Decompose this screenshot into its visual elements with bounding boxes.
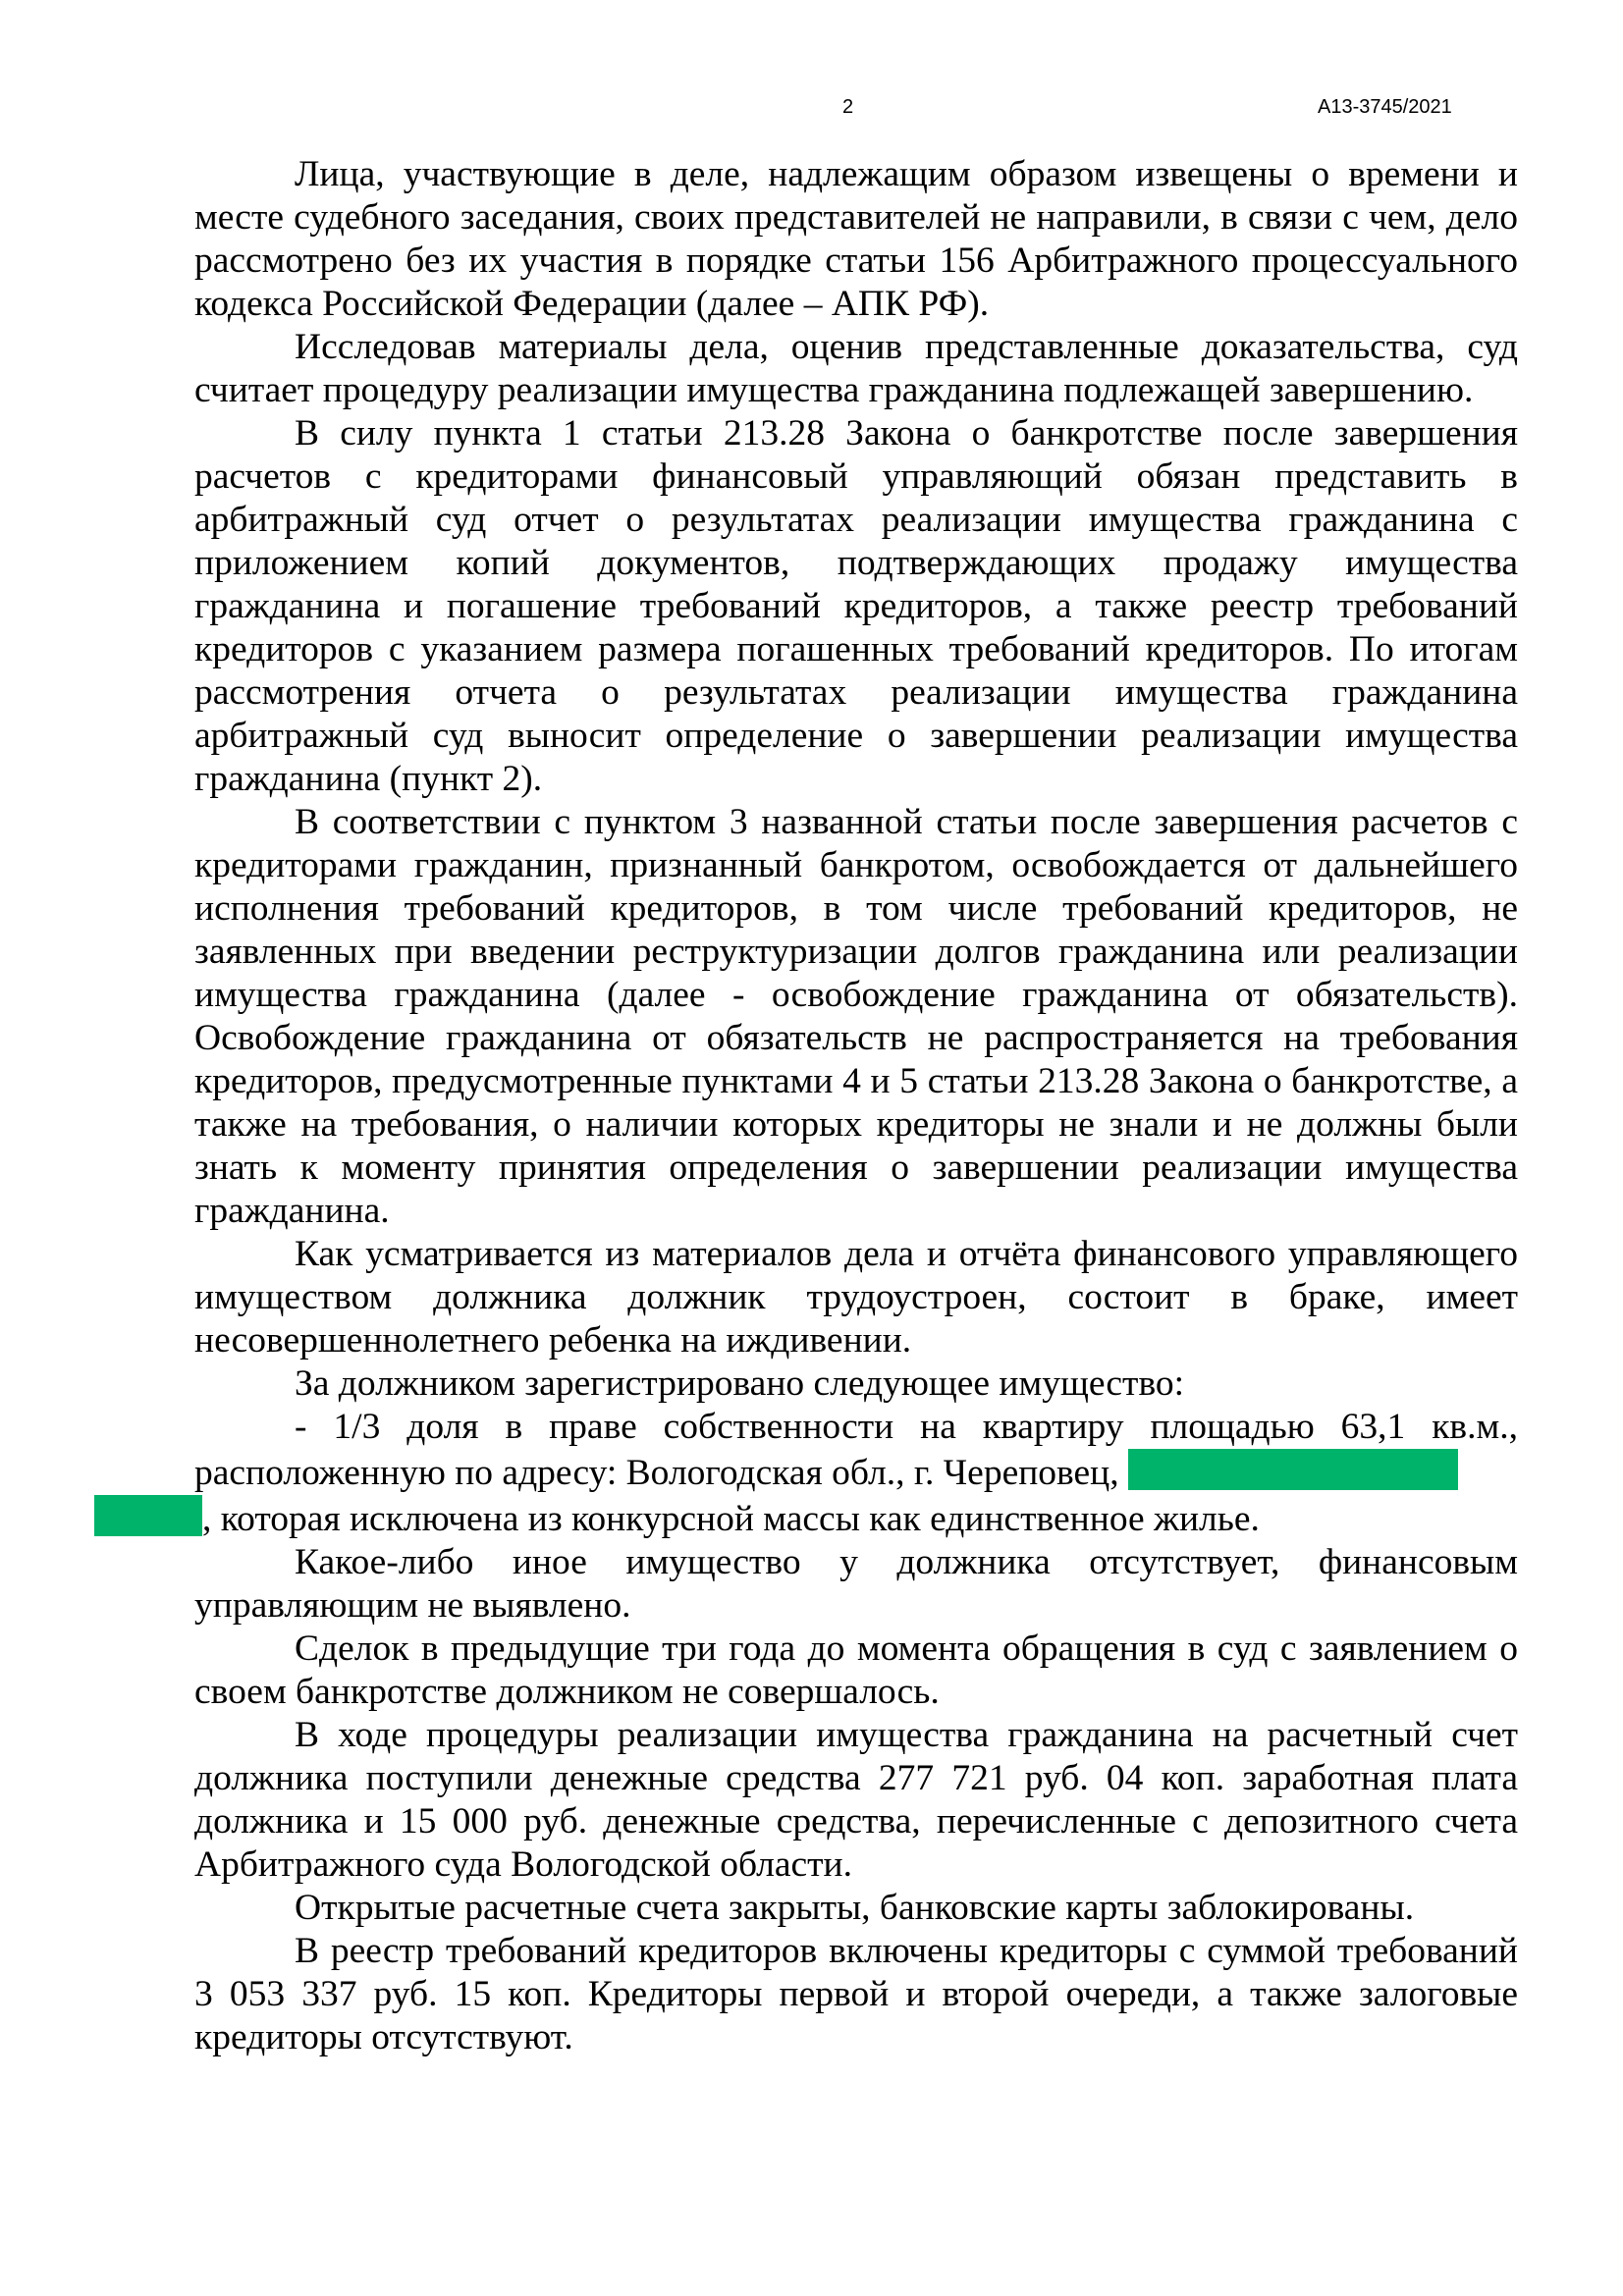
- paragraph-no-transactions: Сделок в предыдущие три года до момента обращения в суд с заявлением о своем банкротстве должником не совершалось.: [194, 1629, 1518, 1712]
- paragraph-property-intro: За должником зарегистрировано следующее имущество:: [295, 1363, 1185, 1404]
- page-number: 2: [842, 96, 854, 118]
- document-body: [194, 153, 1518, 2059]
- paragraph-funds-received: В ходе процедуры реализации имущества гражданина на расчетный счет должника поступили денежные средства 277 721 руб. 04 коп. заработная плата должника и 15 000 руб. денежные средства, перечисленные с депозитного счета Арбитражного суда Вологодской области.: [194, 1715, 1518, 1885]
- paragraph-debtor-status: Как усматривается из материалов дела и отчёта финансового управляющего имуществом должника должник трудоустроен, состоит в браке, имеет несовершеннолетнего ребенка на иждивении.: [194, 1234, 1518, 1361]
- paragraph-creditors-register: В реестр требований кредиторов включены кредиторы с суммой требований 3 053 337 руб. 15 коп. Кредиторы первой и второй очереди, а также залоговые кредиторы отсутствуют.: [194, 1931, 1518, 2057]
- paragraph-law-clause-1: В силу пункта 1 статьи 213.28 Закона о банкротстве после завершения расчетов с кредиторами финансовый управляющий обязан представить в арбитражный суд отчет о результатах реализации имущества гражданина с приложением копий документов, подтверждающих продажу имущества гражданина и погашение требований кредиторов, а также реестр требований кредиторов с указанием размера погашенных требований кредиторов. По итогам рассмотрения отчета о результатах реализации имущества гражданина арбитражный суд выносит определение о завершении реализации имущества гражданина (пункт 2).: [194, 413, 1518, 799]
- redaction-block: [94, 1495, 202, 1536]
- redaction-block: [1128, 1449, 1458, 1490]
- paragraph-evaluation: Исследовав материалы дела, оценив представленные доказательства, суд считает процедуру реализации имущества гражданина подлежащей завершению.: [194, 327, 1518, 410]
- property-excluded-text: , которая исключена из конкурсной массы как единственное жилье.: [202, 1499, 1260, 1539]
- paragraph-no-other-property: Какое-либо иное имущество у должника отсутствует, финансовым управляющим не выявлено.: [194, 1542, 1518, 1626]
- paragraph-accounts-closed: Открытые расчетные счета закрыты, банковские карты заблокированы.: [295, 1888, 1415, 1928]
- paragraph-property-item: [194, 1406, 1518, 1541]
- property-address-text: - 1/3 доля в праве собственности на квартиру площадью 63,1 кв.м., расположенную по адресу: Вологодская обл., г. Череповец,: [194, 1407, 1518, 1493]
- paragraph-parties: Лица, участвующие в деле, надлежащим образом извещены о времени и месте судебного заседания, своих представителей не направили, в связи с чем, дело рассмотрено без их участия в порядке статьи 156 Арбитражного процессуального кодекса Российской Федерации (далее – АПК РФ).: [194, 154, 1518, 324]
- paragraph-law-clause-3: В соответствии с пунктом 3 названной статьи после завершения расчетов с кредиторами гражданин, признанный банкротом, освобождается от дальнейшего исполнения требований кредиторов, в том числе требований кредиторов, не заявленных при введении реструктуризации долгов гражданина или реализации имущества гражданина (далее - освобождение гражданина от обязательств). Освобождение гражданина от обязательств не распространяется на требования кредиторов, предусмотренные пунктами 4 и 5 статьи 213.28 Закона о банкротстве, а также на требования, о наличии которых кредиторы не знали и не должны были знать к моменту принятия определения о завершении реализации имущества гражданина.: [194, 802, 1518, 1231]
- case-number: А13-3745/2021: [1318, 96, 1452, 118]
